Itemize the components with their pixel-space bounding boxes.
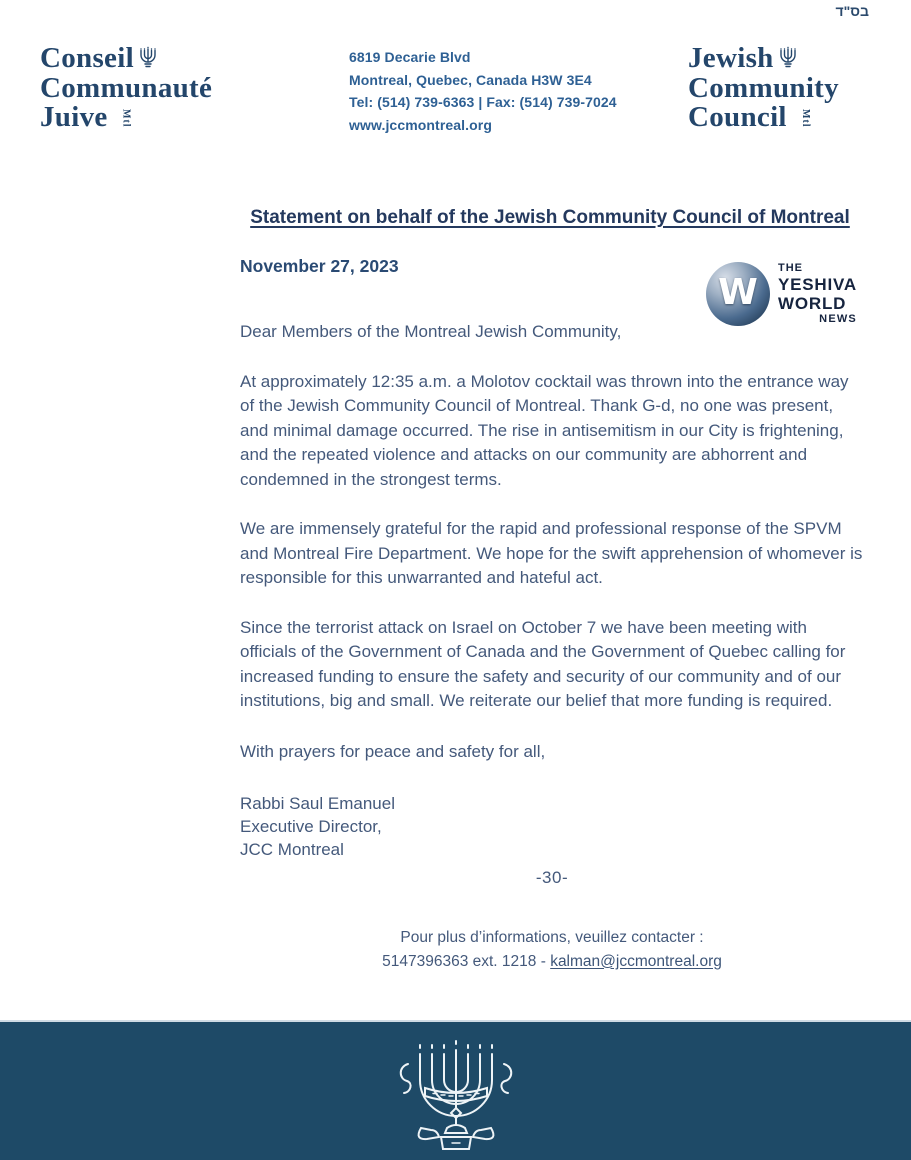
- paragraph-3: Since the terrorist attack on Israel on October 7 we have been meeting with officials of the Government of Canada and the Government of Quebec calling for increased funding to ensure the safety and security of our community and of our institutions, big and small. We reiterate our belief that more funding is required.: [240, 617, 846, 710]
- ywn-yeshiva: YESHIVA: [778, 275, 857, 294]
- logo-right-mtl: Mtl: [799, 109, 811, 128]
- signature-title: Executive Director,: [240, 817, 382, 836]
- salutation: Dear Members of the Montreal Jewish Community,: [240, 322, 622, 341]
- logo-jewish-community-council: [688, 44, 839, 132]
- menorah-icon: [138, 45, 158, 74]
- logo-left-line1: Conseil: [40, 42, 134, 74]
- footer-band: [0, 1020, 911, 1160]
- address-website: www.jccmontreal.org: [349, 116, 492, 133]
- contact-block: [240, 926, 864, 974]
- end-mark: -30-: [535, 868, 569, 887]
- bsd-hebrew-text: בס"ד: [835, 3, 869, 19]
- menorah-emblem-icon: [381, 1036, 531, 1154]
- contact-email-link[interactable]: kalman@jccmontreal.org: [550, 952, 722, 970]
- signature-org: JCC Montreal: [240, 840, 344, 859]
- logo-right-line1: Jewish: [688, 42, 774, 74]
- ywn-globe-icon: [706, 262, 770, 326]
- letterhead-address: [349, 46, 617, 136]
- ywn-wordmark: [778, 263, 857, 325]
- logo-left-line3: Juive: [40, 101, 108, 133]
- address-street: 6819 Decarie Blvd: [349, 49, 471, 65]
- address-phone-fax: Tel: (514) 739-6363 | Fax: (514) 739-7024: [349, 94, 617, 110]
- paragraph-2: We are immensely grateful for the rapid and professional response of the SPVM and Montreal Fire Department. We hope for the swift apprehension of whomever is responsible for this unwarranted and hateful act.: [240, 519, 863, 587]
- signature-block: [240, 792, 864, 861]
- menorah-icon: [778, 45, 798, 74]
- yeshiva-world-news-logo: [706, 262, 857, 326]
- ywn-world: WORLD: [778, 294, 847, 313]
- logo-conseil-communaute-juive: [40, 44, 212, 132]
- logo-right-line2: Community: [688, 72, 839, 104]
- closing-line: With prayers for peace and safety for all,: [240, 741, 546, 761]
- contact-intro: Pour plus d’informations, veuillez contacter :: [400, 928, 704, 946]
- ywn-news: NEWS: [819, 313, 857, 325]
- signature-name: Rabbi Saul Emanuel: [240, 794, 395, 813]
- address-city: Montreal, Quebec, Canada H3W 3E4: [349, 71, 592, 88]
- ywn-the: THE: [778, 262, 803, 274]
- logo-left-mtl: Mtl: [120, 109, 132, 128]
- logo-left-line2: Communauté: [40, 72, 213, 104]
- statement-date: November 27, 2023: [240, 256, 399, 276]
- statement-title: Statement on behalf of the Jewish Community Council of Montreal: [250, 207, 850, 228]
- logo-right-line3: Council: [688, 101, 787, 133]
- contact-line: [240, 950, 864, 974]
- paragraph-1: At approximately 12:35 a.m. a Molotov cocktail was thrown into the entrance way of the Jewish Community Council of Montreal. Thank G-d, no one was present, and minimal damage occurred. The rise in antisemitism in our City is frightening, and the repeated violence and attacks on our community are abhorrent and condemned in the strongest terms.: [240, 371, 849, 489]
- contact-phone: 5147396363 ext. 1218 -: [382, 952, 551, 970]
- letter-body: [240, 320, 864, 974]
- ywn-monogram: W: [718, 272, 758, 313]
